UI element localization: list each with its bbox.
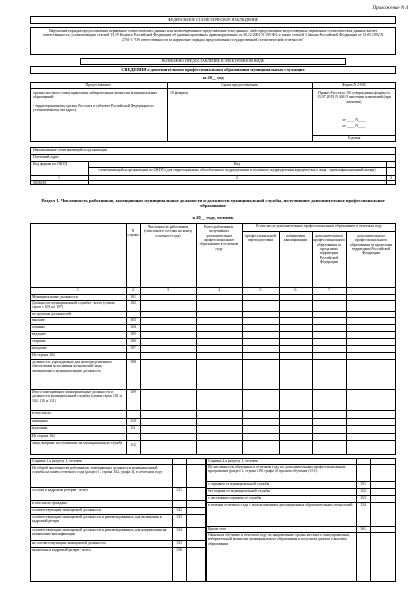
row-label: лица, впервые поступившие на муниципальную службу — [32, 441, 123, 445]
col-header-incl: В том числе дополнительное профессиональное образование в отчетном году — [256, 224, 382, 228]
col-header-add2: дополнительного профессионального образования за пределами территории Российской Федерации — [349, 234, 394, 256]
ref2-row-number: 161 — [360, 527, 366, 531]
submit-col-deadline: Сроки предоставления — [221, 83, 258, 87]
ref2-row-number: 152 — [360, 489, 366, 493]
okpo-label: отчитывающейся организации по ОКПО (для территориально обособленного подразделения и головного подразделения юридического лица - идентификационный номер) — [98, 168, 376, 172]
ref1-row-number: 136 — [176, 548, 182, 552]
row-label: главные — [32, 325, 46, 329]
ref2-row-label: в течение отчетного года с использованием дистанционных образовательных технологий — [208, 503, 353, 507]
okud-label: Код формы по ОКУД — [33, 162, 68, 166]
ref2-title: Справка 2 к разделу 1, человек — [208, 459, 258, 463]
ref2-row-label: с частичным отрывом от службы — [208, 496, 262, 500]
col-header-count: Численность работников (списочного состава на конец отчетного года) — [144, 225, 193, 238]
ref2-row-number: 153 — [360, 496, 366, 500]
code-label: Код — [233, 162, 241, 166]
col-header-total: Всего работников, получивших дополнительное профессиональное образование в отчетном году — [199, 225, 240, 251]
ref1-row-number: 132 — [176, 508, 182, 512]
row-number: 102 — [130, 301, 136, 305]
row-label: Итого замещающих муниципальные должности и должности муниципальной службы (сумма строк 101 и 102; 110 и 111) — [32, 390, 123, 403]
reference2-table — [206, 458, 396, 582]
appendix-label: Приложение N 4 — [372, 6, 408, 11]
row-number: 109 — [130, 390, 136, 394]
row-number: 111 — [130, 426, 136, 430]
ref2-lead: Из численности обученных в отчетном году по дополнительным профессиональным программам (раздел 1, строка 109, графа 4) прошли обучение (151): — [208, 465, 347, 474]
row-number: 104 — [130, 325, 136, 329]
ref1-row-number: 134 — [176, 528, 182, 532]
electronic-label: ВОЗМОЖНО ПРЕДОСТАВЛЕНИЕ В ЭЛЕКТРОННОМ ВИДЕ — [161, 59, 265, 63]
row-label: старшие — [32, 339, 46, 343]
form-year: за 20__ год — [202, 75, 224, 80]
org-col-2: 2 — [236, 176, 238, 180]
col-header-add: дополнительного профессионального образования за пределами территории Российской Федерации — [313, 234, 346, 265]
org-col-3: 3 — [390, 176, 392, 180]
ref1-row-number: 135 — [176, 541, 182, 545]
row-label: Муниципальные должности — [32, 295, 78, 299]
submit-deadline: 10 февраля — [170, 91, 188, 95]
warning-text: Нарушение порядка предоставления первичных статистических данных или несвоевременное представление этих данных, либо представление недостоверных первичных статистических данных влечет ответственность, установленную статьей 13.19 Кодекса Российской Федерации об административных правонарушениях от 30.12.2001 N 195-ФЗ, а также статьей 3 Закона Российской Федерации от 13.05.1992 N 2761-1 "Об ответственности за нарушение порядка представления государственной статистической отчетности" — [42, 29, 385, 42]
submit-who-2: - территориальному органу Росстата в субъекте Российской Федерации по установленному им адресу — [33, 104, 155, 113]
period-label: Годовая — [347, 136, 361, 140]
row-number: 103 — [130, 318, 136, 322]
col-num-6: 6 — [294, 288, 297, 292]
ref2-row-label: Кроме того — [208, 527, 227, 531]
approval-ot-1: от ____ N____ — [342, 118, 366, 122]
col-num-2: 2 — [132, 288, 134, 292]
org-address-label: Почтовый адрес — [33, 155, 60, 159]
ref1-row-number: 133 — [176, 515, 182, 519]
row-label: Должности муниципальной службы - всего (сумма строк с 103 по 107) — [32, 301, 116, 310]
row-label: по группам должностей: — [32, 312, 72, 316]
row-label: мужчины — [32, 426, 48, 430]
ref2-row-number: 154 — [360, 503, 366, 507]
ref1-row-label: в том числе граждане: — [32, 501, 68, 505]
ref1-row-label: включены в кадровый резерв - всего — [32, 548, 91, 552]
fsn-title: ФЕДЕРАЛЬНОЕ СТАТИСТИЧЕСКОЕ НАБЛЮДЕНИЕ — [167, 18, 259, 22]
approval-text: Приказ Росстата: Об утверждении формы от 15.07.2019 N 404 О внесении изменений (при наличии) — [317, 91, 392, 104]
ref1-row-label: состоят в кадровом резерве - всего — [32, 488, 88, 492]
section1-year: в 20__ году, человек — [192, 215, 234, 220]
section1-title: Раздел 1. Численность работников, замещающих муниципальные должности и должности муниципальной службы, получивших дополнительное профессиональное образование — [41, 198, 386, 209]
row-number: 106 — [130, 339, 136, 343]
approval-ot-2: от ____ N____ — [342, 124, 366, 128]
ref1-lead: Из общей численности работников, замещающих должности муниципальной службы на конец отчетного года (раздел 1, строка 102, графа 3), в отчетном году: — [32, 466, 164, 475]
col-header-qual: повышения квалификации — [283, 234, 308, 243]
submit-who-1: органы местного самоуправления, избирательные комиссии муниципальных образований: — [33, 91, 159, 100]
ref1-title: Справка 1 к разделу 1, человек — [32, 459, 82, 463]
ref2-row-label: без отрыва от муниципальной службы — [208, 489, 271, 493]
row-label: должности, учреждаемые для непосредственного обеспечения исполнения полномочий лица, замещающего муниципальную должность — [32, 360, 113, 373]
row-label: Из строки 102 — [32, 353, 55, 357]
col-num-1: 1 — [77, 288, 79, 292]
submit-col-who: Предоставляют: — [85, 83, 112, 87]
row-number: 110 — [130, 419, 136, 423]
row-number: 108 — [130, 360, 136, 364]
org-col-1: 1 — [58, 176, 60, 180]
ref2-row-label: с отрывом от муниципальной службы — [208, 482, 270, 486]
col-num-4: 4 — [218, 288, 220, 292]
ref2-row-number: 151 — [360, 482, 366, 486]
org-name-label: Наименование отчитывающейся организации — [33, 148, 107, 152]
form-title: СВЕДЕНИЯ о дополнительном профессиональном образовании муниципальных служащих — [121, 67, 305, 72]
col-header-prof: профессиональной переподготовки — [245, 234, 277, 243]
row-label: женщины — [32, 419, 48, 423]
ref1-row-label: соответствующим замещаемой должности и рекомендованных для направления на повышение квалификации — [32, 528, 168, 537]
row-label: высшие — [32, 318, 45, 322]
row-label: Из строки 102 — [32, 434, 55, 438]
ref1-row-label: соответствующим замещаемой должности и рекомендованных для включения в кадровый резерв — [32, 515, 163, 524]
row-number: 107 — [130, 346, 136, 350]
ref1-row-number: 131 — [176, 488, 182, 492]
ref2-row-label: Окончили обучение в отчетном году по направлению органа местного самоуправления, избирательной комиссии муниципального образования и получили диплом о высшем образовании — [208, 533, 351, 546]
row-number: 101 — [130, 295, 136, 299]
row-label: ведущие — [32, 332, 46, 336]
col-num-3: 3 — [167, 288, 169, 292]
submit-col-form: Форма N 2-МС — [341, 83, 367, 87]
ref1-row-label: соответствующим замещаемой должности — [32, 508, 101, 512]
row-number: 105 — [130, 332, 136, 336]
row-label: в том числе: — [32, 411, 52, 415]
col-num-7: 7 — [328, 288, 330, 292]
ref1-row-label: не соответствующим замещаемой должности — [32, 541, 106, 545]
okud-code: 0606018 — [33, 181, 47, 185]
col-header-n: N строки — [127, 229, 139, 238]
row-label: младшие — [32, 346, 47, 350]
row-number: 112 — [130, 443, 136, 447]
col-num-5: 5 — [259, 288, 262, 292]
